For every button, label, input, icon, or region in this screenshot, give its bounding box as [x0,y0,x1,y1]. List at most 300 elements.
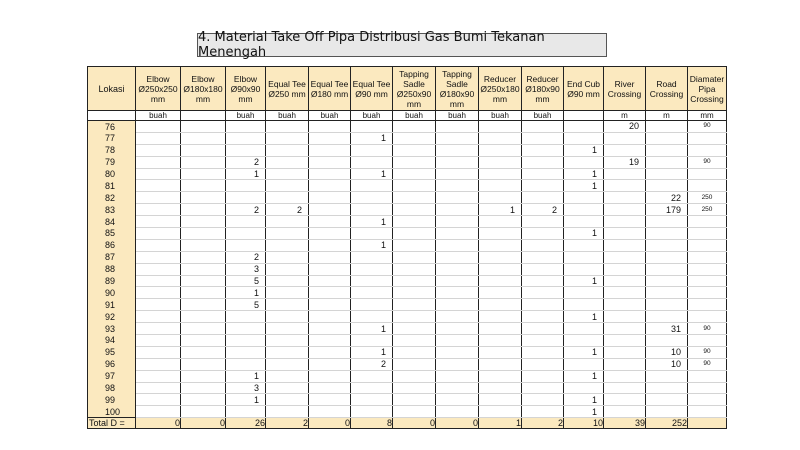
table-cell [136,370,181,382]
table-cell [136,358,181,370]
total-cell: 39 [604,418,646,429]
table-cell [604,144,646,156]
lokasi-cell: 82 [88,192,136,204]
unit-cell [88,111,136,121]
table-cell [226,216,266,228]
unit-cell [564,111,604,121]
column-header: Lokasi [88,67,136,111]
table-cell [181,144,226,156]
table-cell [351,311,393,323]
table-cell [522,263,564,275]
table-row [88,394,727,406]
table-cell [351,263,393,275]
table-row [88,180,727,192]
table-cell [479,287,522,299]
table-cell [266,287,309,299]
table-cell: 2 [226,251,266,263]
column-header: Reducer Ø250x180 mm [479,67,522,111]
table-cell [181,358,226,370]
table-cell [393,121,436,133]
table-cell [479,121,522,133]
table-cell [479,144,522,156]
table-cell [564,358,604,370]
table-row [88,299,727,311]
table-cell: 1 [564,370,604,382]
table-cell [479,358,522,370]
table-cell [688,382,727,394]
table-cell: 2 [522,204,564,216]
table-cell [351,156,393,168]
table-cell [266,228,309,240]
table-cell [136,180,181,192]
total-cell: 0 [436,418,479,429]
unit-cell: m [646,111,688,121]
table-cell [436,394,479,406]
table-cell [564,323,604,335]
table-cell [136,394,181,406]
table-cell [309,358,351,370]
table-cell [393,335,436,347]
table-cell [436,251,479,263]
table-cell [522,346,564,358]
table-row [88,358,727,370]
table-cell [266,156,309,168]
table-cell [646,121,688,133]
table-cell [181,311,226,323]
table-cell [393,180,436,192]
table-cell: 90 [688,121,727,133]
column-header: End Cub Ø90 mm [564,67,604,111]
table-cell [604,311,646,323]
table-cell [688,251,727,263]
table-cell [181,346,226,358]
table-cell [181,335,226,347]
table-cell [646,382,688,394]
lokasi-cell: 81 [88,180,136,192]
table-cell [646,311,688,323]
lokasi-cell: 94 [88,335,136,347]
table-row [88,204,727,216]
table-cell [309,370,351,382]
table-cell [564,204,604,216]
table-cell: 1 [564,228,604,240]
table-cell [181,382,226,394]
table-cell [564,335,604,347]
table-cell [226,228,266,240]
table-row [88,287,727,299]
table-row [88,216,727,228]
table-cell [309,346,351,358]
table-cell [266,358,309,370]
total-row [88,418,727,429]
table-row [88,156,727,168]
table-cell [136,204,181,216]
table-cell [436,132,479,144]
table-cell [181,394,226,406]
table-cell [181,263,226,275]
table-cell [393,346,436,358]
lokasi-cell: 89 [88,275,136,287]
table-cell [436,323,479,335]
unit-cell: buah [136,111,181,121]
table-cell [604,180,646,192]
table-cell: 20 [604,121,646,133]
table-cell [646,228,688,240]
table-cell [436,228,479,240]
table-cell [646,251,688,263]
table-cell [136,251,181,263]
table-cell [226,311,266,323]
table-row [88,323,727,335]
table-cell [646,144,688,156]
table-cell [564,382,604,394]
column-header: Tapping Sadle Ø250x90 mm [393,67,436,111]
table-cell [181,251,226,263]
table-cell [688,180,727,192]
table-cell [522,121,564,133]
table-cell [436,287,479,299]
material-take-off-table [87,66,727,429]
table-cell [479,299,522,311]
table-cell [136,346,181,358]
lokasi-cell: 100 [88,406,136,418]
table-cell [181,287,226,299]
table-cell [393,251,436,263]
table-row [88,406,727,418]
table-cell [604,299,646,311]
table-cell [688,335,727,347]
table-cell [646,394,688,406]
table-cell [436,239,479,251]
table-cell [136,275,181,287]
table-row [88,168,727,180]
table-cell [604,204,646,216]
table-cell [604,394,646,406]
table-cell [351,192,393,204]
table-cell [136,168,181,180]
total-cell: 2 [266,418,309,429]
table-cell [393,394,436,406]
table-cell [436,275,479,287]
table-cell [309,394,351,406]
table-cell [436,144,479,156]
table-cell [646,156,688,168]
table-cell [136,323,181,335]
table-cell [309,204,351,216]
table-cell [266,394,309,406]
table-cell [309,132,351,144]
table-cell [522,168,564,180]
lokasi-cell: 79 [88,156,136,168]
table-cell [226,180,266,192]
table-cell [266,382,309,394]
table-cell: 1 [564,180,604,192]
table-cell [226,121,266,133]
table-cell [646,370,688,382]
table-cell [522,156,564,168]
table-cell [181,370,226,382]
table-cell [604,275,646,287]
table-cell [604,358,646,370]
table-cell [226,346,266,358]
table-cell: 10 [646,358,688,370]
lokasi-cell: 86 [88,239,136,251]
lokasi-cell: 88 [88,263,136,275]
table-cell [226,144,266,156]
table-cell [309,168,351,180]
table-cell [266,346,309,358]
table-cell [309,299,351,311]
table-cell [436,121,479,133]
column-header: Equal Tee Ø180 mm [309,67,351,111]
table-cell [309,216,351,228]
table-cell [646,216,688,228]
table-cell [309,180,351,192]
table-cell: 1 [564,406,604,418]
table-cell [393,192,436,204]
table-cell [393,275,436,287]
lokasi-cell: 83 [88,204,136,216]
table-cell [226,406,266,418]
table-cell [479,323,522,335]
table-row [88,239,727,251]
lokasi-cell: 84 [88,216,136,228]
table-cell [522,239,564,251]
table-cell [522,299,564,311]
total-cell: 1 [479,418,522,429]
table-cell [436,299,479,311]
table-cell: 1 [226,168,266,180]
table-cell [136,406,181,418]
table-row [88,251,727,263]
table-cell [479,192,522,204]
table-cell [309,251,351,263]
table-cell [604,132,646,144]
units-row [88,111,727,121]
table-cell: 1 [351,168,393,180]
column-header: Equal Tee Ø90 mm [351,67,393,111]
lokasi-cell: 77 [88,132,136,144]
table-cell [181,168,226,180]
table-cell [309,287,351,299]
table-cell: 2 [266,204,309,216]
table-cell: 90 [688,346,727,358]
table-row [88,346,727,358]
table-cell [688,216,727,228]
header-row [88,67,727,111]
table-cell [136,335,181,347]
table-cell [688,299,727,311]
table-cell [181,228,226,240]
table-cell: 2 [351,358,393,370]
table-cell [436,311,479,323]
table-cell [522,394,564,406]
table-cell: 250 [688,192,727,204]
total-cell: 10 [564,418,604,429]
table-cell [266,239,309,251]
table-cell [604,323,646,335]
table-row [88,275,727,287]
table-cell [564,287,604,299]
table-cell [393,216,436,228]
table-cell [522,323,564,335]
table-cell [436,192,479,204]
table-cell [309,311,351,323]
table-cell [522,382,564,394]
column-header: Elbow Ø180x180 mm [181,67,226,111]
table-cell [351,121,393,133]
table-cell [393,311,436,323]
table-cell [181,121,226,133]
table-cell [479,370,522,382]
table-cell [604,216,646,228]
table-cell [564,156,604,168]
table-cell [351,144,393,156]
table-cell [564,239,604,251]
table-cell [393,204,436,216]
table-cell [351,406,393,418]
table-cell [266,144,309,156]
table-cell [136,121,181,133]
table-cell [266,168,309,180]
table-cell [266,132,309,144]
table-cell [136,228,181,240]
table-cell [479,382,522,394]
table-cell [688,287,727,299]
table-cell [393,263,436,275]
table-cell [688,263,727,275]
table-cell [479,346,522,358]
table-cell: 1 [226,287,266,299]
table-cell [351,180,393,192]
table-row [88,121,727,133]
table-cell [136,216,181,228]
table-cell [564,192,604,204]
table-cell [522,370,564,382]
unit-cell: buah [436,111,479,121]
table-cell [646,299,688,311]
table-cell [136,156,181,168]
table-cell [479,132,522,144]
table-cell [646,406,688,418]
table-cell [351,370,393,382]
table-cell [309,263,351,275]
table-cell: 3 [226,263,266,275]
table-cell [181,239,226,251]
table-cell [522,216,564,228]
table-cell [479,180,522,192]
table-cell [479,275,522,287]
table-body [88,121,727,418]
table-cell [266,370,309,382]
total-label: Total D = [88,418,136,429]
table-cell [393,358,436,370]
table-cell: 90 [688,323,727,335]
table-cell [604,370,646,382]
table-cell [181,192,226,204]
table-cell: 1 [564,311,604,323]
table-cell: 2 [226,204,266,216]
lokasi-cell: 96 [88,358,136,370]
table-cell [393,144,436,156]
lokasi-cell: 76 [88,121,136,133]
table-cell [522,144,564,156]
table-cell [393,370,436,382]
total-cell: 26 [226,418,266,429]
table-cell [646,132,688,144]
total-cell: 0 [181,418,226,429]
table-cell [522,275,564,287]
table-cell [393,287,436,299]
column-header: Equal Tee Ø250 mm [266,67,309,111]
table-cell [309,275,351,287]
table-cell [309,239,351,251]
table-cell [226,192,266,204]
table-cell [479,335,522,347]
unit-cell: buah [266,111,309,121]
table-cell: 19 [604,156,646,168]
unit-cell: buah [522,111,564,121]
table-row [88,335,727,347]
lokasi-cell: 87 [88,251,136,263]
table-cell [351,251,393,263]
table-cell [393,156,436,168]
table-cell [436,156,479,168]
table-cell [136,299,181,311]
table-cell [646,180,688,192]
column-header: Diamater Pipa Crossing [688,67,727,111]
table-cell [136,132,181,144]
table-cell [564,216,604,228]
table-cell [436,358,479,370]
table-cell [266,192,309,204]
column-header: Elbow Ø250x250 mm [136,67,181,111]
table-cell: 22 [646,192,688,204]
table-cell: 179 [646,204,688,216]
table-cell [479,311,522,323]
table-cell [479,406,522,418]
table-cell [436,346,479,358]
table-cell [266,299,309,311]
table-cell [266,251,309,263]
table-cell [604,406,646,418]
table-cell [604,192,646,204]
table-cell [436,370,479,382]
unit-cell: buah [309,111,351,121]
table-cell [564,263,604,275]
table-cell [136,239,181,251]
unit-cell: m [604,111,646,121]
table-cell [522,180,564,192]
table-cell [181,406,226,418]
column-header: Tapping Sadle Ø180x90 mm [436,67,479,111]
table-row [88,263,727,275]
table-cell: 1 [564,275,604,287]
column-header: Reducer Ø180x90 mm [522,67,564,111]
table-cell: 1 [564,394,604,406]
table-cell [393,382,436,394]
lokasi-cell: 78 [88,144,136,156]
table-cell [688,228,727,240]
table-cell [136,311,181,323]
unit-cell [181,111,226,121]
table-cell [522,335,564,347]
table-cell [181,180,226,192]
table-cell: 1 [351,346,393,358]
table-cell [226,358,266,370]
table-cell [688,394,727,406]
table-cell [479,263,522,275]
